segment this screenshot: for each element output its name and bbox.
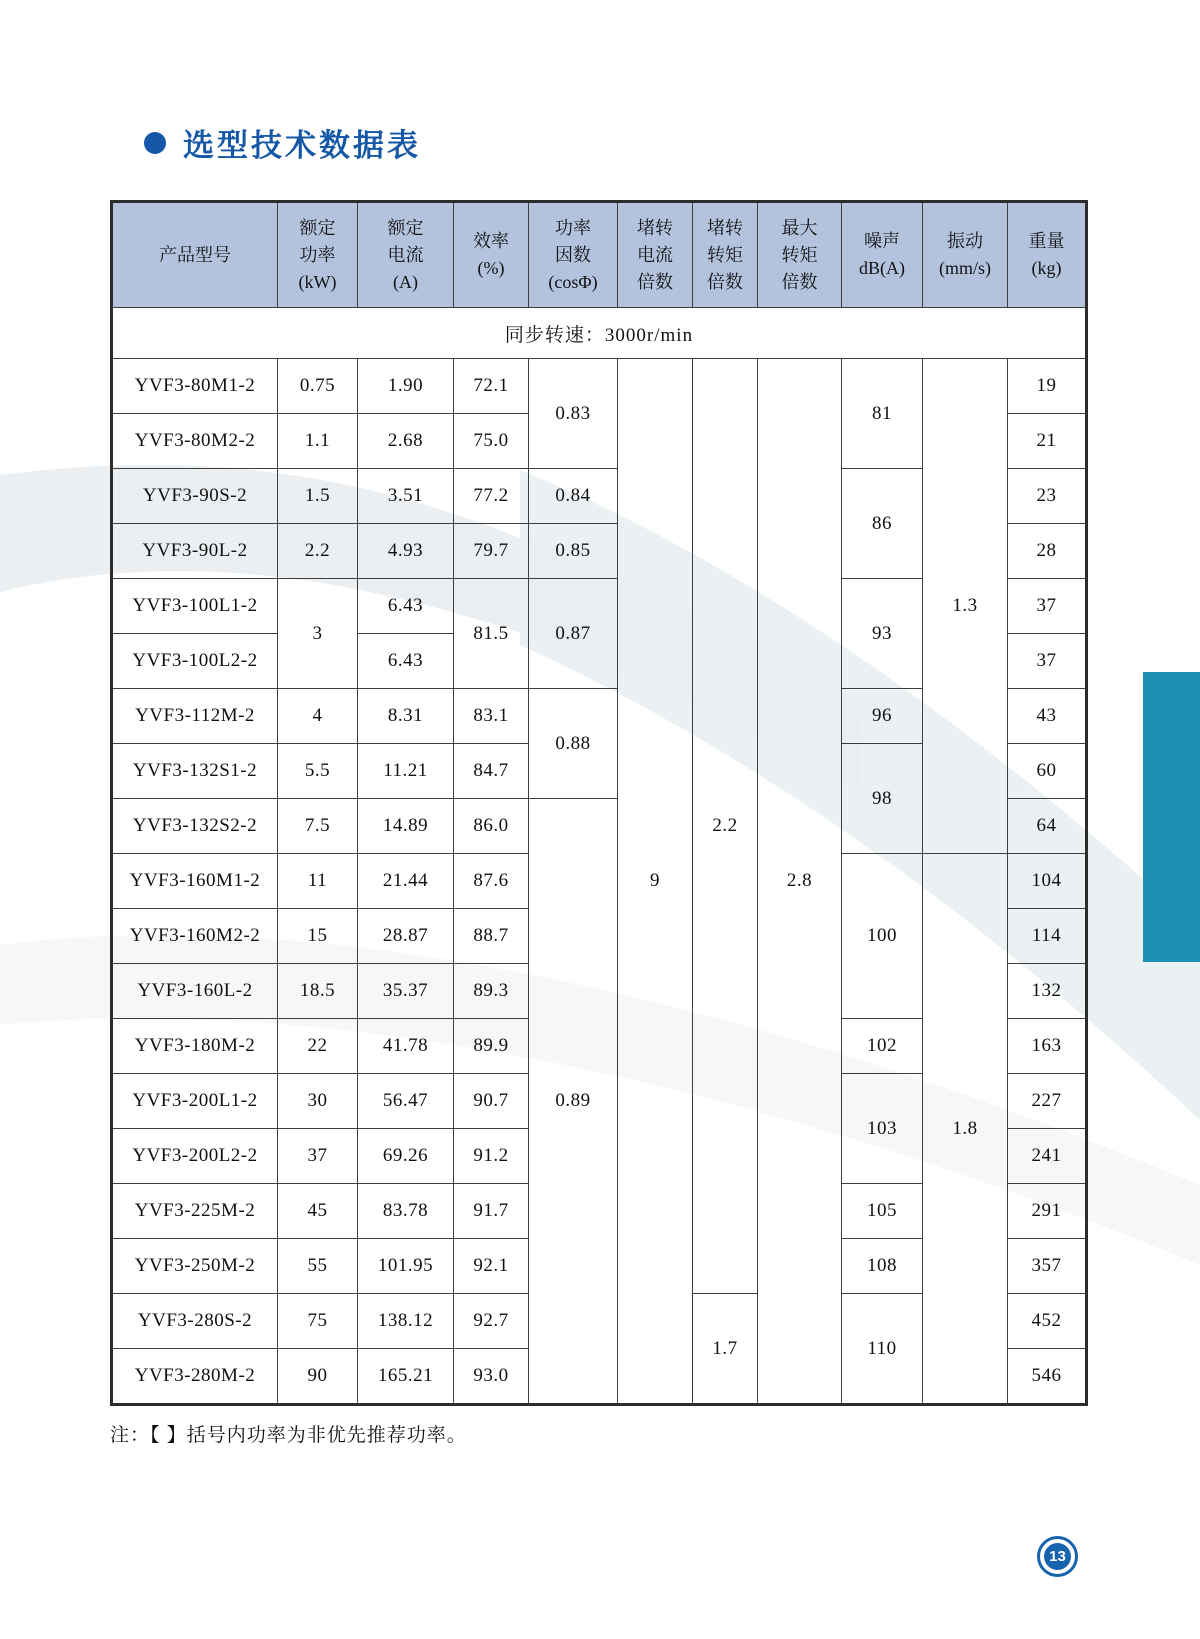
cell-model: YVF3-160L-2 [112, 964, 278, 1019]
cell-weight: 241 [1008, 1129, 1087, 1184]
cell-efficiency: 87.6 [454, 854, 529, 909]
speed-subtitle-row [112, 308, 1087, 359]
section-title-row [144, 120, 421, 165]
cell-noise: 103 [842, 1074, 923, 1184]
cell-rated-current: 41.78 [358, 1019, 454, 1074]
cell-model: YVF3-280M-2 [112, 1349, 278, 1405]
cell-weight: 19 [1008, 359, 1087, 414]
column-header-noise: 噪声 dB(A) [842, 202, 923, 308]
cell-locked-torque-ratio: 2.2 [693, 359, 758, 1294]
column-header-rated-power: 额定 功率 (kW) [278, 202, 358, 308]
cell-rated-power: 90 [278, 1349, 358, 1405]
cell-rated-power: 5.5 [278, 744, 358, 799]
cell-model: YVF3-180M-2 [112, 1019, 278, 1074]
cell-rated-current: 69.26 [358, 1129, 454, 1184]
cell-rated-power: 4 [278, 689, 358, 744]
cell-noise: 96 [842, 689, 923, 744]
cell-max-torque-ratio: 2.8 [758, 359, 842, 1405]
cell-rated-power: 15 [278, 909, 358, 964]
cell-rated-power: 0.75 [278, 359, 358, 414]
cell-rated-current: 11.21 [358, 744, 454, 799]
cell-model: YVF3-160M1-2 [112, 854, 278, 909]
cell-noise: 98 [842, 744, 923, 854]
cell-weight: 60 [1008, 744, 1087, 799]
cell-rated-current: 2.68 [358, 414, 454, 469]
cell-efficiency: 93.0 [454, 1349, 529, 1405]
cell-model: YVF3-160M2-2 [112, 909, 278, 964]
cell-weight: 452 [1008, 1294, 1087, 1349]
column-header-model: 产品型号 [112, 202, 278, 308]
cell-power-factor: 0.87 [529, 579, 618, 689]
cell-weight: 546 [1008, 1349, 1087, 1405]
page-title: 选型技术数据表 [183, 128, 421, 163]
footnote: 注：【 】括号内功率为非优先推荐功率。 [110, 1425, 467, 1446]
cell-rated-current: 35.37 [358, 964, 454, 1019]
cell-power-factor: 0.89 [529, 799, 618, 1405]
cell-rated-power: 18.5 [278, 964, 358, 1019]
cell-rated-current: 56.47 [358, 1074, 454, 1129]
header-row [112, 202, 1087, 308]
cell-rated-current: 1.90 [358, 359, 454, 414]
cell-efficiency: 75.0 [454, 414, 529, 469]
cell-noise: 100 [842, 854, 923, 1019]
cell-rated-power: 37 [278, 1129, 358, 1184]
cell-power-factor: 0.88 [529, 689, 618, 799]
cell-rated-current: 138.12 [358, 1294, 454, 1349]
cell-weight: 23 [1008, 469, 1087, 524]
cell-efficiency: 72.1 [454, 359, 529, 414]
cell-noise: 93 [842, 579, 923, 689]
cell-model: YVF3-280S-2 [112, 1294, 278, 1349]
table-row [112, 359, 1087, 414]
cell-weight: 163 [1008, 1019, 1087, 1074]
cell-rated-power: 75 [278, 1294, 358, 1349]
cell-noise: 102 [842, 1019, 923, 1074]
column-header-efficiency: 效率 (%) [454, 202, 529, 308]
cell-rated-power: 7.5 [278, 799, 358, 854]
cell-efficiency: 88.7 [454, 909, 529, 964]
cell-noise: 105 [842, 1184, 923, 1239]
cell-rated-power: 1.5 [278, 469, 358, 524]
cell-weight: 132 [1008, 964, 1087, 1019]
cell-efficiency: 91.7 [454, 1184, 529, 1239]
cell-model: YVF3-132S2-2 [112, 799, 278, 854]
cell-weight: 104 [1008, 854, 1087, 909]
cell-efficiency: 91.2 [454, 1129, 529, 1184]
column-header-max-torque-ratio: 最大 转矩 倍数 [758, 202, 842, 308]
cell-model: YVF3-250M-2 [112, 1239, 278, 1294]
cell-model: YVF3-90S-2 [112, 469, 278, 524]
cell-efficiency: 92.7 [454, 1294, 529, 1349]
cell-weight: 64 [1008, 799, 1087, 854]
cell-weight: 227 [1008, 1074, 1087, 1129]
cell-noise: 108 [842, 1239, 923, 1294]
cell-locked-torque-ratio: 1.7 [693, 1294, 758, 1405]
cell-model: YVF3-225M-2 [112, 1184, 278, 1239]
cell-rated-power: 2.2 [278, 524, 358, 579]
column-header-rated-current: 额定 电流 (A) [358, 202, 454, 308]
cell-model: YVF3-100L2-2 [112, 634, 278, 689]
cell-power-factor: 0.83 [529, 359, 618, 469]
cell-rated-current: 6.43 [358, 634, 454, 689]
cell-vibration: 1.3 [923, 359, 1008, 854]
accent-bar [1143, 672, 1200, 962]
cell-noise: 81 [842, 359, 923, 469]
cell-rated-current: 165.21 [358, 1349, 454, 1405]
cell-locked-current-ratio: 9 [618, 359, 693, 1405]
cell-model: YVF3-80M1-2 [112, 359, 278, 414]
column-header-power-factor: 功率 因数 (cosΦ) [529, 202, 618, 308]
cell-efficiency: 92.1 [454, 1239, 529, 1294]
cell-model: YVF3-100L1-2 [112, 579, 278, 634]
cell-weight: 43 [1008, 689, 1087, 744]
cell-model: YVF3-90L-2 [112, 524, 278, 579]
column-header-locked-current-ratio: 堵转 电流 倍数 [618, 202, 693, 308]
cell-model: YVF3-112M-2 [112, 689, 278, 744]
cell-efficiency: 81.5 [454, 579, 529, 689]
cell-model: YVF3-80M2-2 [112, 414, 278, 469]
cell-rated-current: 14.89 [358, 799, 454, 854]
cell-rated-power: 3 [278, 579, 358, 689]
cell-vibration: 1.8 [923, 854, 1008, 1405]
page-number: 13 [1044, 1543, 1071, 1570]
cell-weight: 21 [1008, 414, 1087, 469]
cell-rated-power: 1.1 [278, 414, 358, 469]
cell-power-factor: 0.84 [529, 469, 618, 524]
cell-efficiency: 79.7 [454, 524, 529, 579]
cell-efficiency: 86.0 [454, 799, 529, 854]
cell-efficiency: 90.7 [454, 1074, 529, 1129]
cell-efficiency: 89.3 [454, 964, 529, 1019]
cell-model: YVF3-132S1-2 [112, 744, 278, 799]
cell-model: YVF3-200L2-2 [112, 1129, 278, 1184]
cell-weight: 28 [1008, 524, 1087, 579]
page-number-badge [1037, 1536, 1078, 1577]
cell-weight: 37 [1008, 634, 1087, 689]
cell-efficiency: 77.2 [454, 469, 529, 524]
title-bullet-icon [144, 132, 166, 154]
cell-rated-power: 11 [278, 854, 358, 909]
cell-weight: 357 [1008, 1239, 1087, 1294]
cell-rated-current: 21.44 [358, 854, 454, 909]
column-header-weight: 重量 (kg) [1008, 202, 1087, 308]
cell-rated-current: 8.31 [358, 689, 454, 744]
cell-weight: 291 [1008, 1184, 1087, 1239]
spec-table [110, 200, 1088, 1406]
cell-efficiency: 89.9 [454, 1019, 529, 1074]
cell-rated-current: 4.93 [358, 524, 454, 579]
cell-noise: 110 [842, 1294, 923, 1405]
cell-rated-current: 3.51 [358, 469, 454, 524]
cell-power-factor: 0.85 [529, 524, 618, 579]
cell-rated-current: 101.95 [358, 1239, 454, 1294]
cell-rated-current: 83.78 [358, 1184, 454, 1239]
cell-rated-current: 6.43 [358, 579, 454, 634]
column-header-locked-torque-ratio: 堵转 转矩 倍数 [693, 202, 758, 308]
cell-rated-current: 28.87 [358, 909, 454, 964]
cell-weight: 114 [1008, 909, 1087, 964]
cell-efficiency: 84.7 [454, 744, 529, 799]
cell-rated-power: 45 [278, 1184, 358, 1239]
cell-rated-power: 22 [278, 1019, 358, 1074]
cell-weight: 37 [1008, 579, 1087, 634]
cell-noise: 86 [842, 469, 923, 579]
cell-model: YVF3-200L1-2 [112, 1074, 278, 1129]
cell-rated-power: 55 [278, 1239, 358, 1294]
cell-efficiency: 83.1 [454, 689, 529, 744]
column-header-vibration: 振动 (mm/s) [923, 202, 1008, 308]
speed-subtitle-cell: 同步转速：3000r/min [112, 308, 1087, 359]
cell-rated-power: 30 [278, 1074, 358, 1129]
